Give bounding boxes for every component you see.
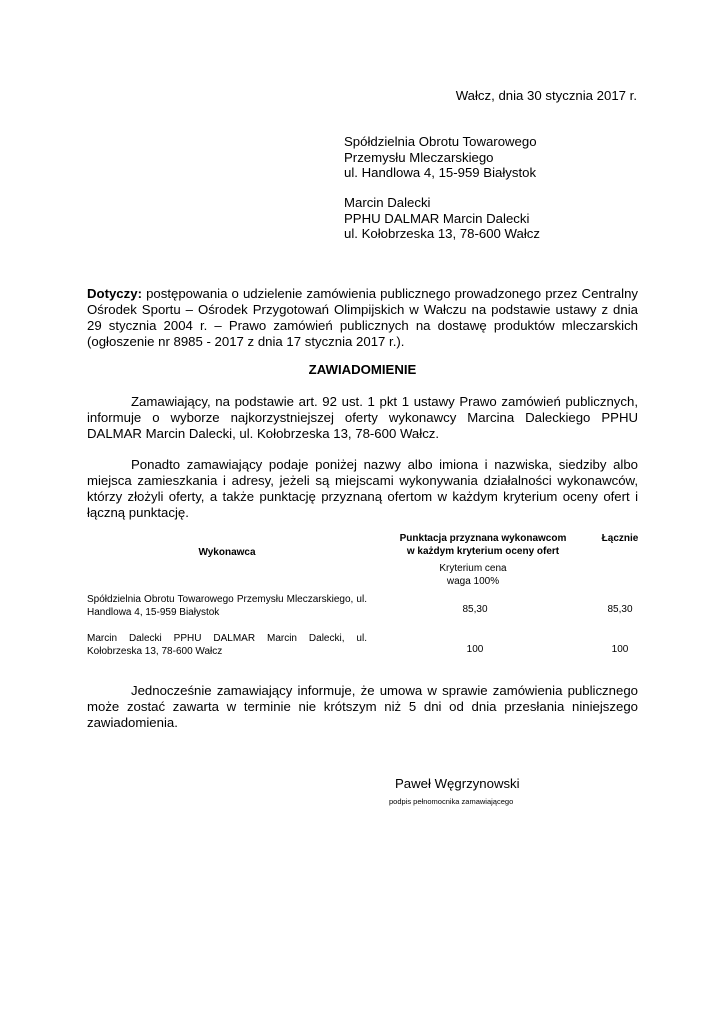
signature-caption: podpis pełnomocnika zamawiającego: [389, 797, 514, 806]
table-header-contractor: Wykonawca: [198, 547, 256, 558]
table-row-1-price-points: 85,30: [462, 604, 488, 615]
recipient-2-line-3: ul. Kołobrzeska 13, 78-600 Wałcz: [344, 226, 540, 241]
table-header-points-line-1: Punktacja przyznana wykonawcom: [399, 533, 567, 544]
recipient-1-line-3: ul. Handlowa 4, 15-959 Białystok: [344, 165, 537, 180]
paragraph-decision: Zamawiający, na podstawie art. 92 ust. 1 pkt 1 ustawy Prawo zamówień publicznych, informuje o wyborze najkorzystniejszej oferty wykonawcy Marcina Daleckiego PPHU DALMAR Marcin Dalecki, ul. Kołobrzeska 13, 78-600 Wałcz.: [87, 394, 638, 441]
paragraph-contract-notice: Jednocześnie zamawiający informuje, że umowa w sprawie zamówienia publicznego może zostać zawarta w terminie nie krótszym niż 5 dni od dnia przesłania niniejszego zawiadomienia.: [87, 683, 638, 730]
table-row-2-total: 100: [611, 644, 629, 655]
recipient-1-line-2: Przemysłu Mleczarskiego: [344, 149, 494, 165]
recipient-address-2: [344, 195, 540, 242]
recipient-2-line-1: Marcin Dalecki: [344, 195, 431, 210]
subject-text: postępowania o udzielenie zamówienia publicznego prowadzonego przez Centralny Ośrodek Sportu – Ośrodek Przygotowań Olimpijskich w Wałczu na podstawie ustawy z dnia 29 stycznia 2004 r. – Prawo zamówień publicznych na dostawę produktów mleczarskich (ogłoszenie nr 8985 - 2017 z dnia 17 stycznia 2017 r.).: [87, 286, 638, 349]
signature-name: Paweł Węgrzynowski: [395, 776, 520, 791]
document-date: Wałcz, dnia 30 stycznia 2017 r.: [455, 88, 637, 103]
table-criterion-weight: waga 100%: [446, 576, 500, 587]
table-row-2-price-points: 100: [466, 644, 484, 655]
table-row-1-contractor: Spółdzielnia Obrotu Towarowego Przemysłu Mleczarskiego, ul. Handlowa 4, 15-959 Białystok: [87, 594, 367, 618]
table-header-points-line-2: w każdym kryterium oceny ofert: [406, 546, 560, 557]
subject-paragraph: [87, 286, 638, 350]
table-row-1-total: 85,30: [607, 604, 633, 615]
table-criterion-name: Kryterium cena: [439, 563, 507, 574]
table-header-total: Łącznie: [601, 533, 639, 544]
recipient-2-line-2: PPHU DALMAR Marcin Dalecki: [344, 210, 530, 226]
subject-label: Dotyczy:: [87, 286, 142, 301]
table-row-2-contractor: Marcin Dalecki PPHU DALMAR Marcin Dalecki, ul. Kołobrzeska 13, 78-600 Wałcz: [87, 633, 367, 657]
recipient-address-1: [344, 134, 537, 181]
document-title: ZAWIADOMIENIE: [308, 362, 417, 377]
paragraph-offers-info: Ponadto zamawiający podaje poniżej nazwy albo imiona i nazwiska, siedziby albo miejsca zamieszkania i adresy, jeżeli są miejscami wykonywania działalności wykonawców, którzy złożyli oferty, a także punktację przyznaną ofertom w każdym kryterium oceny ofert i łączną punktację.: [87, 457, 638, 520]
table-header-points: [378, 532, 588, 558]
table-criterion: [400, 562, 546, 588]
recipient-1-line-1: Spółdzielnia Obrotu Towarowego: [344, 134, 537, 149]
